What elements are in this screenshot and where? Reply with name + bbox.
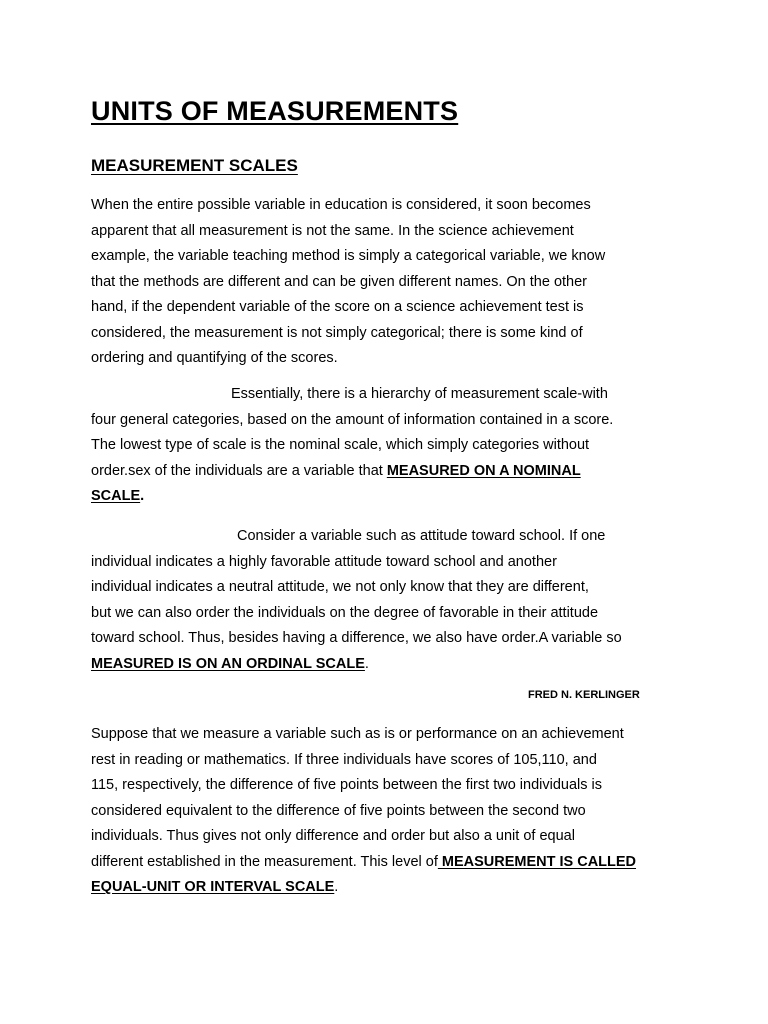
paragraph-1-line: example, the variable teaching method is simply a categorical variable, we know: [91, 248, 606, 264]
nominal-scale-emphasis: MEASURED ON A NOMINAL: [386, 462, 581, 479]
paragraph-3-line: individual indicates a highly favorable attitude toward school and another: [91, 553, 557, 570]
paragraph-4-line: [91, 850, 691, 876]
paragraph-2: [91, 382, 691, 510]
paragraph-2-line: The lowest type of scale is the nominal scale, which simply categories without: [91, 437, 590, 453]
paragraph-4-line: considered equivalent to the difference of five points between the second two: [91, 802, 586, 819]
paragraph-4: [91, 722, 691, 901]
paragraph-2-line: [91, 484, 691, 510]
paragraph-3-line: individual indicates a neutral attitude, we not only know that they are different,: [91, 579, 589, 595]
interval-scale-emphasis-end: EQUAL-UNIT OR INTERVAL SCALE: [91, 879, 335, 895]
paragraph-3-line: [91, 652, 691, 678]
paragraph-3: [91, 524, 691, 677]
paragraph-4-line: rest in reading or mathematics. If three individuals have scores of 105,110, and: [91, 751, 597, 768]
paragraph-1: [91, 193, 691, 372]
paragraph-1-line: ordering and quantifying of the scores.: [91, 350, 338, 366]
interval-scale-emphasis: MEASUREMENT IS CALLED: [437, 853, 637, 870]
paragraph-4-text: different established in the measurement. This level of: [91, 853, 438, 870]
ordinal-scale-emphasis: MEASURED IS ON AN ORDINAL SCALE: [91, 655, 365, 672]
paragraph-4-line: [91, 875, 691, 901]
paragraph-3-period: .: [364, 655, 369, 672]
author-attribution: FRED N. KERLINGER: [528, 689, 640, 701]
paragraph-2-line: [91, 459, 691, 485]
section-heading: MEASUREMENT SCALES: [91, 156, 298, 175]
paragraph-2-period: .: [140, 488, 145, 504]
paragraph-1-line: When the entire possible variable in education is considered, it soon becomes: [91, 197, 591, 213]
nominal-scale-emphasis-end: SCALE: [91, 488, 141, 504]
paragraph-4-line: 115, respectively, the difference of five points between the first two individuals is: [91, 777, 602, 793]
paragraph-4-line: individuals. Thus gives not only difference and order but also a unit of equal: [91, 828, 575, 844]
paragraph-3-line: but we can also order the individuals on the degree of favorable in their attitude: [91, 604, 599, 621]
paragraph-1-line: apparent that all measurement is not the same. In the science achievement: [91, 222, 574, 239]
paragraph-2-line: four general categories, based on the amount of information contained in a score.: [91, 411, 614, 428]
document-page: [91, 96, 691, 895]
paragraph-1-line: considered, the measurement is not simply categorical; there is some kind of: [91, 324, 583, 341]
paragraph-2-line: Essentially, there is a hierarchy of measurement scale-with: [231, 386, 608, 402]
paragraph-3-line: toward school. Thus, besides having a difference, we also have order.A variable so: [91, 630, 622, 646]
document-title: UNITS OF MEASUREMENTS: [91, 96, 459, 126]
paragraph-4-period: .: [334, 879, 339, 895]
paragraph-2-text: order.sex of the individuals are a variable that: [91, 462, 387, 479]
paragraph-4-line: Suppose that we measure a variable such as is or performance on an achievement: [91, 726, 624, 742]
paragraph-1-line: that the methods are different and can be given different names. On the other: [91, 273, 588, 290]
paragraph-3-line: Consider a variable such as attitude toward school. If one: [237, 528, 606, 544]
paragraph-1-line: hand, if the dependent variable of the score on a science achievement test is: [91, 299, 584, 315]
